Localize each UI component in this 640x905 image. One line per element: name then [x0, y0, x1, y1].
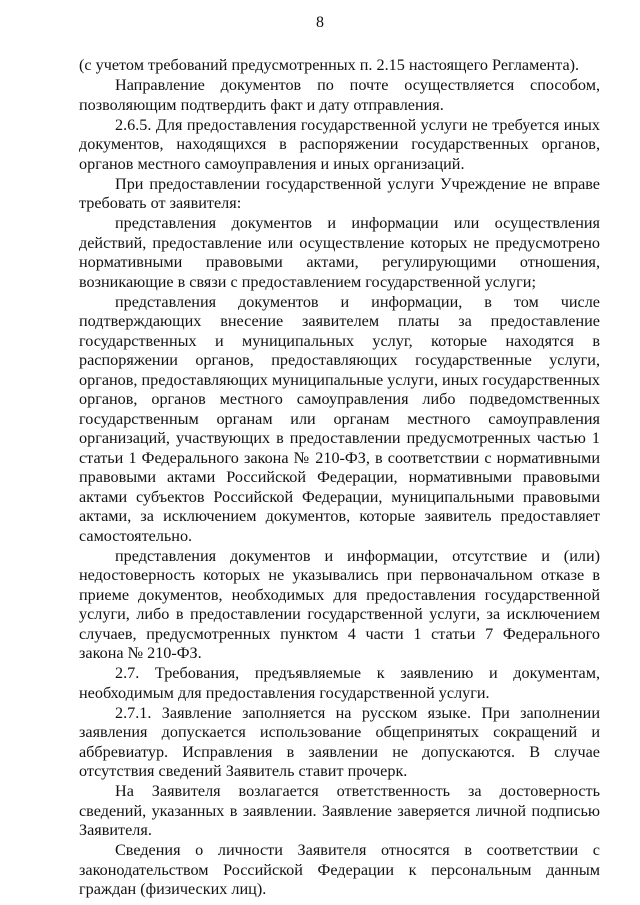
- paragraph-9: 2.7.1. Заявление заполняется на русском языке. При заполнении заявления допускается использование общепринятых сокращений и аббревиатур. Исправления в заявлении не допускаются. В случае отсутствия сведений Заявитель ставит прочерк.: [79, 703, 600, 780]
- paragraph-6: представления документов и информации, в том числе подтверждающих внесение заявителем платы за предоставление государственных и муниципальных услуг, которые находятся в распоряжении органов, предоставляющих государственные услуги, органов, предоставляющих муниципальные услуги, иных государственных органов, органов местного самоуправления либо подведомственных государственным органам или органам местного самоуправления организаций, участвующих в предоставлении предусмотренных частью 1 статьи 1 Федерального закона № 210-ФЗ, в соответствии с нормативными правовыми актами Российской Федерации, нормативными правовыми актами субъектов Российской Федерации, муниципальными правовыми актами, за исключением документов, которые заявитель предоставляет самостоятельно.: [79, 292, 600, 545]
- paragraph-7: представления документов и информации, отсутствие и (или) недостоверность которых не указывались при первоначальном отказе в приеме документов, необходимых для предоставления государственной услуги, либо в предоставлении государственной услуги, за исключением случаев, предусмотренных пунктом 4 части 1 статьи 7 Федерального закона № 210-ФЗ.: [79, 546, 600, 662]
- paragraph-11: Сведения о личности Заявителя относятся в соответствии с законодательством Российской Федерации к персональным данным граждан (физических лиц).: [79, 841, 600, 898]
- paragraph-3: 2.6.5. Для предоставления государственной услуги не требуется иных документов, находящихся в распоряжении государственных органов, органов местного самоуправления и иных организаций.: [79, 115, 600, 173]
- page-number: 8: [316, 14, 324, 31]
- document-body: [79, 56, 600, 900]
- paragraph-2: Направление документов по почте осуществляется способом, позволяющим подтвердить факт и дату отправления.: [79, 76, 600, 114]
- paragraph-10: На Заявителя возлагается ответственность за достоверность сведений, указанных в заявлении. Заявление заверяется личной подписью Заявителя.: [79, 782, 600, 839]
- paragraph-1: (с учетом требований предусмотренных п. 2.15 настоящего Регламента).: [79, 56, 580, 74]
- paragraph-5: представления документов и информации или осуществления действий, предоставление или осуществление которых не предусмотрено нормативными правовыми актами, регулирующими отношения, возникающие в связи с предоставлением государственной услуги;: [79, 214, 600, 291]
- paragraph-4: При предоставлении государственной услуги Учреждение не вправе требовать от заявителя:: [79, 174, 600, 212]
- paragraph-8: 2.7. Требования, предъявляемые к заявлению и документам, необходимым для предоставления государственной услуги.: [79, 664, 600, 702]
